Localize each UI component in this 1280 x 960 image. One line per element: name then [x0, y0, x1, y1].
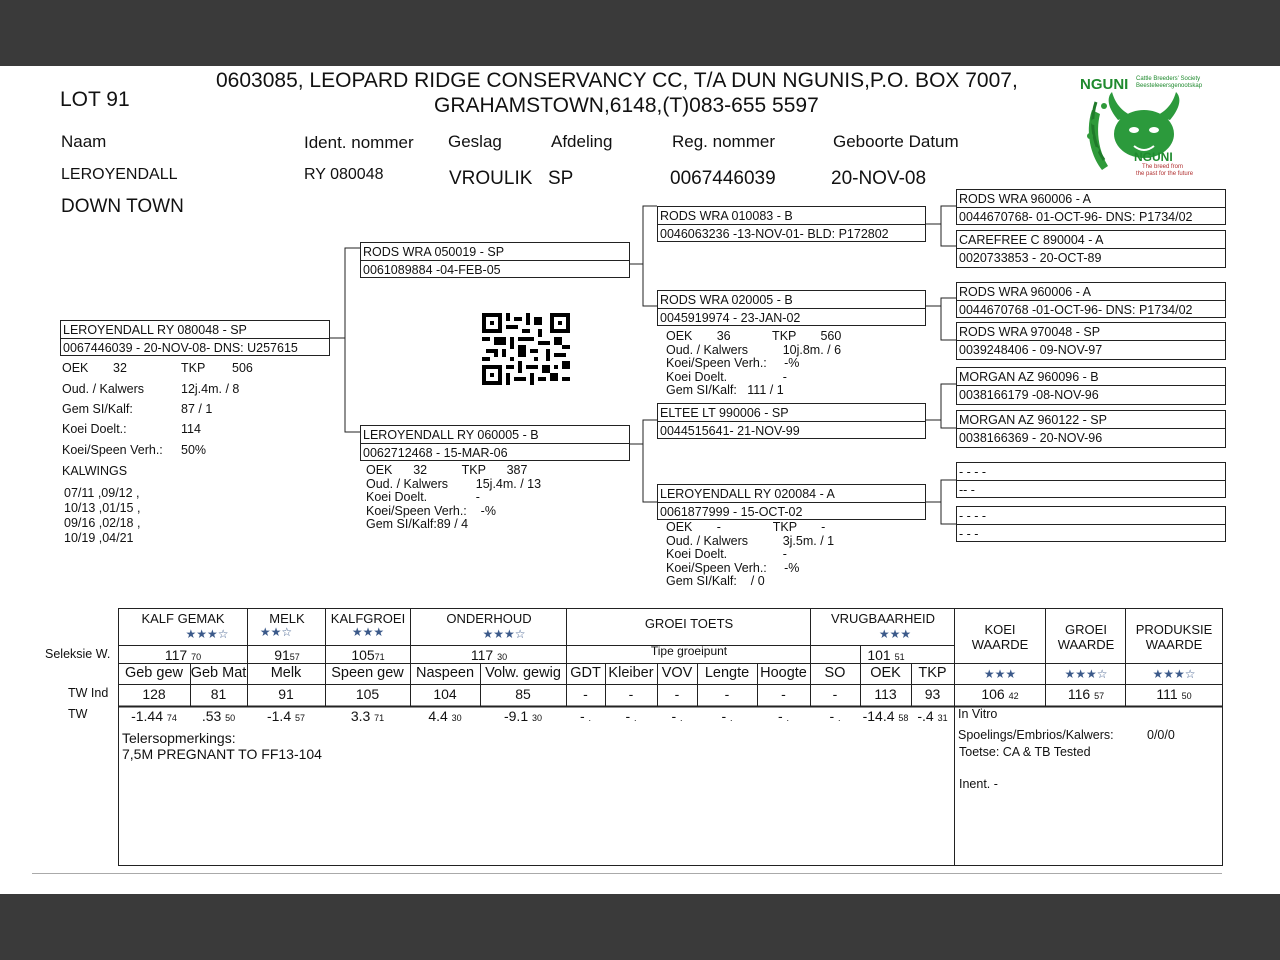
subheader-cell: OEK: [870, 665, 901, 681]
logo-title: NGUNI: [1080, 76, 1129, 93]
row-label-twind: TW Ind: [68, 686, 109, 700]
label-naam: Naam: [61, 132, 107, 151]
dsd-line-2: 0038166369 - 20-NOV-96: [959, 431, 1103, 445]
tw-value: -: [829, 708, 835, 724]
inent-text: Inent. -: [959, 777, 998, 791]
sdd-line-1: RODS WRA 970048 - SP: [959, 325, 1101, 339]
twind-cell: 91: [278, 686, 294, 702]
hdr-kalf-gemak: KALF GEMAK: [141, 611, 225, 626]
sss-line-2: 0044670768- 01-OCT-96- DNS: P1734/02: [959, 210, 1193, 224]
tw-cell: [325, 708, 410, 724]
ds-line-1: ELTEE LT 990006 - SP: [660, 406, 789, 420]
dd-line-1: LEROYENDALL RY 020084 - A: [660, 487, 835, 501]
tw-accuracy: .: [680, 713, 683, 723]
twind-cell: 85: [515, 686, 531, 702]
tw-value: -: [777, 708, 783, 724]
tw-accuracy: 50: [225, 713, 236, 723]
subheader-cell: Geb gew: [124, 665, 184, 681]
tw-accuracy: 71: [374, 713, 385, 723]
dam-stats: OEK 32 TKP 387 Oud. / Kalwers 15j.4m. / 13 Koei Doelt. - Koei/Speen Verh.: -% Gem SI/Kalf:89 / 4: [366, 463, 542, 531]
twind-cell: -: [674, 686, 680, 702]
label-reg: Reg. nommer: [672, 132, 775, 151]
subject-speen-label: Koei/Speen Verh.:: [62, 443, 163, 457]
twind-cell: 105: [355, 686, 380, 702]
twind-koei: 106 42: [981, 686, 1019, 702]
logo-tagline-2: the past for the future: [1136, 171, 1194, 177]
tw-value: 3.3: [350, 708, 371, 724]
tw-value: -: [625, 708, 631, 724]
in-vitro-label: In Vitro: [958, 707, 998, 721]
subject-koei-label: Koei Doelt.:: [62, 422, 127, 436]
twind-cell: 104: [433, 686, 457, 702]
subheader-cell: Kleiber: [608, 665, 654, 681]
tw-value: -: [721, 708, 727, 724]
telers-label: Telersopmerkings:: [122, 730, 236, 746]
hdr-groei-waarde-1: GROEI: [1065, 622, 1107, 637]
sd-stats: OEK 36 TKP 560 Oud. / Kalwers 10j.8m. / 6 Koei/Speen Verh.: -% Koei Doelt. - Gem SI/Kalf: 111 / 1: [666, 329, 842, 397]
kalwings-line: 07/11 ,09/12 ,: [64, 486, 140, 500]
lot-card: [0, 66, 1280, 894]
hdr-produksie-waarde-2: WAARDE: [1145, 637, 1203, 652]
twind-cell: -: [724, 686, 730, 702]
ssd-line-2: 0020733853 - 20-OCT-89: [959, 251, 1102, 265]
stars-koei-icon: ★★★: [983, 667, 1017, 681]
tw-accuracy: .: [588, 713, 592, 723]
tw-value: .53: [201, 708, 222, 724]
twind-cell: -: [781, 686, 786, 702]
label-ident: Ident. nommer: [304, 133, 414, 152]
stars-vrug-icon: ★★★: [878, 627, 912, 641]
tw-value: -: [579, 708, 585, 724]
top-bar: [0, 0, 1280, 66]
sel-kalfgroei: 10571: [351, 647, 385, 663]
subheader-cell: TKP: [918, 665, 947, 681]
sel-kalf: 117 70: [164, 647, 202, 663]
twind-cell: 128: [142, 686, 166, 702]
ssd-line-1: CAREFREE C 890004 - A: [959, 233, 1104, 247]
sel-melk: 9157: [274, 647, 300, 663]
row-label-seleksie: Seleksie W.: [45, 647, 111, 661]
twind-cell: 113: [874, 686, 897, 702]
hdr-onderhoud: ONDERHOUD: [446, 611, 532, 626]
logo-sub2: Beesteleeersgenootskap: [1136, 83, 1203, 89]
dsd-line-1: MORGAN AZ 960122 - SP: [959, 413, 1107, 427]
subheader-cell: Speen gew: [331, 665, 404, 681]
sdd-line-2: 0039248406 - 09-NOV-97: [959, 343, 1103, 357]
value-geboorte: 20-NOV-08: [831, 168, 927, 189]
subheader-cell: Melk: [270, 665, 302, 681]
tw-cell: [118, 708, 190, 724]
sire-line-1: RODS WRA 050019 - SP: [363, 245, 505, 259]
subject-koei: 114: [181, 422, 201, 436]
stars-onderhoud-icon: ★★★☆: [482, 627, 526, 641]
kalwings-line: 09/16 ,02/18 ,: [64, 516, 141, 530]
tw-accuracy: .: [786, 713, 790, 723]
twind-produksie: 111 50: [1156, 686, 1192, 702]
sd-line-1: RODS WRA 020005 - B: [660, 293, 793, 307]
dd-stats: OEK - TKP - Oud. / Kalwers 3j.5m. / 1 Koei Doelt. - Koei/Speen Verh.: -% Gem SI/Kalf: / 0: [666, 520, 835, 588]
subheader-cell: Naspeen: [415, 665, 475, 681]
kalwings-label: KALWINGS: [62, 464, 128, 478]
stars-produksie-icon: ★★★☆: [1152, 667, 1196, 681]
dds-line-2: -- -: [959, 483, 975, 497]
value-afdeling: SP: [548, 168, 574, 189]
dds-line-1: - - - -: [959, 465, 987, 479]
tw-accuracy: 30: [532, 713, 543, 723]
stars-kalf-gemak-icon: ★★★☆: [185, 627, 229, 641]
twind-groei: 116 57: [1067, 686, 1105, 702]
row-label-tw: TW: [68, 707, 88, 721]
tw-accuracy: 58: [898, 713, 909, 723]
subheader-cell: Hoogte: [760, 665, 807, 681]
tw-accuracy: 31: [937, 713, 948, 723]
sel-onderhoud: 117 30: [470, 647, 508, 663]
tw-cell: [480, 708, 566, 724]
tw-accuracy: 74: [166, 713, 177, 723]
value-geslag: VROULIK: [449, 168, 533, 189]
label-geboorte: Geboorte Datum: [833, 132, 959, 151]
dss-line-1: MORGAN AZ 960096 - B: [959, 370, 1099, 384]
stars-groei-icon: ★★★☆: [1064, 667, 1108, 681]
tw-cell: [757, 708, 810, 724]
hdr-melk: MELK: [269, 611, 305, 626]
subject-gem-label: Gem SI/Kalf:: [62, 402, 133, 416]
subject-oud: 12j.4m. / 8: [181, 382, 240, 396]
stars-melk-icon: ★★☆: [259, 625, 293, 639]
tw-accuracy: 57: [295, 713, 306, 723]
subheader-cell: VOV: [661, 665, 693, 681]
value-reg: 0067446039: [670, 168, 776, 189]
tw-cell: [810, 708, 860, 724]
value-naam: LEROYENDALL: [61, 166, 178, 183]
subject-line-2: 0067446039 - 20-NOV-08- DNS: U257615: [63, 341, 298, 355]
tw-value: -1.4: [266, 708, 292, 724]
tw-cell: [410, 708, 480, 724]
subject-tkp: 506: [232, 361, 253, 375]
twind-cell: -: [628, 686, 634, 702]
footer-divider: [32, 873, 1222, 874]
tw-accuracy: .: [838, 713, 841, 723]
logo-brand: NGUNI: [1134, 150, 1173, 164]
spoelings-label: Spoelings/Embrios/Kalwers:: [958, 728, 1114, 742]
value-ident: RY 080048: [304, 166, 384, 183]
tw-cell: [605, 708, 657, 724]
tw-cell: [566, 708, 605, 724]
hdr-kalfgroei: KALFGROEI: [330, 611, 406, 626]
subheader-cell: SO: [824, 665, 846, 681]
dam-line-2: 0062712468 - 15-MAR-06: [363, 446, 508, 460]
tw-accuracy: .: [730, 713, 733, 723]
owner-line-2: GRAHAMSTOWN,6148,(T)083-655 5597: [434, 94, 819, 117]
ss-line-2: 0046063236 -13-NOV-01- BLD: P172802: [660, 227, 889, 241]
label-afdeling: Afdeling: [551, 132, 613, 151]
spoelings-value: 0/0/0: [1147, 728, 1175, 742]
hdr-koei-waarde-1: KOEI: [984, 622, 1016, 637]
sel-vrug: 101 51: [867, 647, 905, 663]
owner-line-1: 0603085, LEOPARD RIDGE CONSERVANCY CC, T/A DUN NGUNIS,P.O. BOX 7007,: [216, 69, 1018, 92]
dd-line-2: 0061877999 - 15-OCT-02: [660, 505, 803, 519]
sd-line-2: 0045919974 - 23-JAN-02: [660, 311, 801, 325]
ddd-line-1: - - - -: [959, 509, 987, 523]
twind-cell: 93: [924, 686, 941, 702]
ds-line-2: 0044515641- 21-NOV-99: [660, 424, 800, 438]
sss-line-1: RODS WRA 960006 - A: [959, 192, 1092, 206]
twind-cell: 81: [210, 686, 227, 702]
tw-value: -14.4: [862, 708, 895, 724]
subheader-cell: GDT: [570, 665, 601, 681]
logo-sub1: Cattle Breeders' Society: [1136, 76, 1201, 82]
subheader-cell: Lengte: [704, 665, 750, 681]
subheader-cell: Volw. gewig: [485, 665, 561, 681]
tw-cell: [697, 708, 757, 724]
tw-value: 4.4: [428, 708, 448, 724]
tw-cell: [911, 708, 954, 724]
hdr-tipe-groeipunt: Tipe groeipunt: [650, 644, 728, 658]
twind-cell: -: [583, 686, 588, 702]
hdr-produksie-waarde-1: PRODUKSIE: [1135, 622, 1213, 637]
logo-tagline-1: The breed from: [1142, 164, 1184, 170]
tw-cell: [190, 708, 247, 724]
sire-line-2: 0061089884 -04-FEB-05: [363, 263, 501, 277]
ss-line-1: RODS WRA 010083 - B: [660, 209, 793, 223]
tw-accuracy: 30: [451, 713, 462, 723]
label-geslag: Geslag: [448, 132, 502, 151]
dss-line-2: 0038166179 -08-NOV-96: [959, 388, 1099, 402]
hdr-koei-waarde-2: WAARDE: [971, 637, 1029, 652]
twind-cell: -: [832, 686, 838, 702]
tw-cell: [860, 708, 911, 724]
subheader-cell: Geb Mat: [190, 665, 247, 681]
tw-cell: [247, 708, 325, 724]
tw-accuracy: .: [634, 713, 637, 723]
subject-gem: 87 / 1: [181, 402, 213, 416]
subject-speen: 50%: [181, 443, 207, 457]
sds-line-1: RODS WRA 960006 - A: [959, 285, 1092, 299]
stars-kalfgroei-icon: ★★★: [351, 625, 385, 639]
lot-number: LOT 91: [60, 88, 130, 111]
hdr-groei-waarde-2: WAARDE: [1057, 637, 1115, 652]
value-name2: DOWN TOWN: [61, 196, 184, 217]
subject-line-1: LEROYENDALL RY 080048 - SP: [63, 323, 247, 337]
telers-text: 7,5M PREGNANT TO FF13-104: [122, 746, 322, 762]
tw-value: -.4: [917, 708, 934, 724]
table-grid: [0, 66, 1280, 894]
sds-line-2: 0044670768 -01-OCT-96- DNS: P1734/02: [959, 303, 1193, 317]
ddd-line-2: - - -: [959, 527, 979, 541]
hdr-vrugbaarheid: VRUGBAARHEID: [830, 611, 936, 626]
subject-oek-label: OEK: [62, 361, 89, 375]
hdr-groei-toets: GROEI TOETS: [644, 616, 734, 631]
kalwings-line: 10/13 ,01/15 ,: [64, 501, 141, 515]
toetse-text: Toetse: CA & TB Tested: [959, 745, 1091, 759]
kalwings-line: 10/19 ,04/21: [64, 531, 134, 545]
dam-line-1: LEROYENDALL RY 060005 - B: [363, 428, 539, 442]
subject-tkp-label: TKP: [181, 361, 206, 375]
tw-value: -9.1: [503, 708, 529, 724]
subject-oud-label: Oud. / Kalwers: [62, 382, 144, 396]
tw-value: -1.44: [131, 708, 163, 724]
tw-value: -: [671, 708, 677, 724]
tw-cell: [657, 708, 697, 724]
subject-oek: 32: [113, 361, 127, 375]
